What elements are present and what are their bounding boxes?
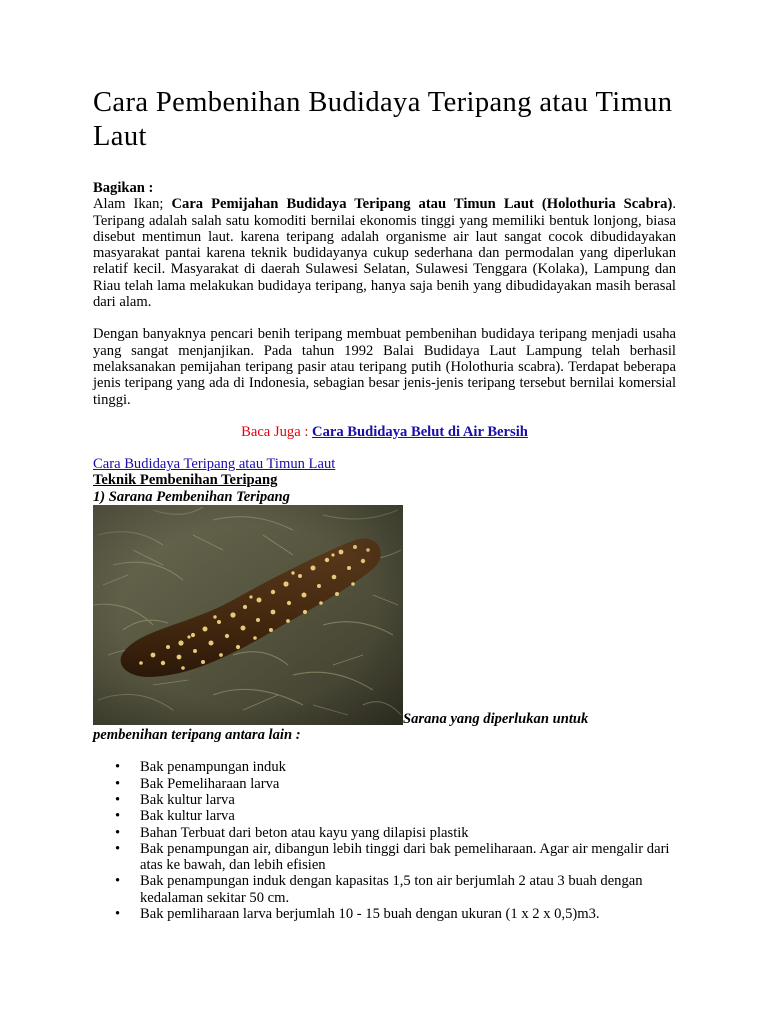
list-item: [93, 808, 676, 824]
bullet-icon: •: [115, 873, 121, 890]
bullet-icon: •: [115, 824, 121, 841]
bullet-icon: •: [115, 775, 121, 792]
list-item: [93, 841, 676, 874]
subsection-heading: 1) Sarana Pembenihan Teripang: [93, 488, 290, 505]
equipment-list: [93, 759, 676, 922]
intro-body: . Teripang adalah salah satu komoditi bernilai ekonomis tinggi yang memiliki bentuk lonjong, biasa disebut mentimun laut. karena teripang adalah organisme air laut sangat cocok dibudidayakan masyarakat pantai karena teknik budidayanya cukup sederhana dan permodalan yang diperlukan relatif kecil. Masyarakat di daerah Sulawesi Selatan, Sulawesi Tenggara (Kolaka), Lampung dan Riau telah lama melakukan budidaya teripang, hanya saja benih yang dibudidayakan masih berasal dari alam.: [93, 196, 676, 311]
article-link-line: [93, 456, 676, 472]
bullet-icon: •: [115, 808, 121, 825]
baca-juga-link[interactable]: Cara Budidaya Belut di Air Bersih: [312, 423, 528, 440]
section-heading: Teknik Pembenihan Teripang: [93, 472, 278, 489]
article-link[interactable]: Cara Budidaya Teripang atau Timun Laut: [93, 456, 336, 473]
sea-cucumber-photo: [93, 505, 403, 725]
list-item-text: Bak kultur larva: [140, 808, 235, 825]
list-item: [93, 759, 676, 775]
list-item: [93, 906, 676, 922]
body-paragraph-2: Dengan banyaknya pencari benih teripang membuat pembenihan budidaya teripang menjadi usaha yang sangat menjanjikan. Pada tahun 1992 Balai Budidaya Laut Lampung telah berhasil melaksanakan pemijahan teripang pasir atau teripang putih (Holothuria scabra). Terdapat beberapa jenis teripang yang ada di Indonesia, sebagian besar jenis-jenis teripang tersebut bernilai komersial tinggi.: [93, 326, 676, 408]
bullet-icon: •: [115, 759, 121, 776]
list-item: [93, 792, 676, 808]
list-item: [93, 776, 676, 792]
photo-caption-2: pembenihan teripang antara lain :: [93, 727, 301, 744]
list-item-text: Bak penampungan induk dengan kapasitas 1,5 ton air berjumlah 2 atau 3 buah dengan kedalaman sekitar 50 cm.: [140, 873, 643, 906]
bullet-icon: •: [115, 840, 121, 857]
intro-paragraph: [93, 196, 676, 310]
list-item-text: Bak penampungan induk: [140, 759, 286, 776]
baca-juga-label: Baca Juga :: [241, 423, 313, 440]
list-item-text: Bahan Terbuat dari beton atau kayu yang dilapisi plastik: [140, 824, 469, 841]
bullet-icon: •: [115, 906, 121, 923]
intro-bold-title: Cara Pemijahan Budidaya Teripang atau Timun Laut (Holothuria Scabra): [171, 196, 673, 213]
list-item-text: Bak kultur larva: [140, 791, 235, 808]
page-title: Cara Pembenihan Budidaya Teripang atau Timun Laut: [93, 87, 673, 152]
list-item: [93, 825, 676, 841]
intro-prefix: Alam Ikan;: [93, 196, 172, 213]
list-item-text: Bak penampungan air, dibangun lebih tinggi dari bak pemeliharaan. Agar air mengalir dari atas ke bawah, dan lebih efisien: [140, 840, 670, 874]
list-item: [93, 873, 676, 906]
baca-juga-line: [93, 424, 676, 440]
share-label: Bagikan :: [93, 180, 154, 196]
list-item-text: Bak Pemeliharaan larva: [140, 775, 280, 792]
list-item-text: Bak pemliharaan larva berjumlah 10 - 15 buah dengan ukuran (1 x 2 x 0,5)m3.: [140, 906, 600, 923]
document-page: [93, 86, 676, 922]
bullet-icon: •: [115, 791, 121, 808]
photo-row: [93, 505, 676, 727]
photo-caption-1: Sarana yang diperlukan untuk: [403, 710, 589, 727]
